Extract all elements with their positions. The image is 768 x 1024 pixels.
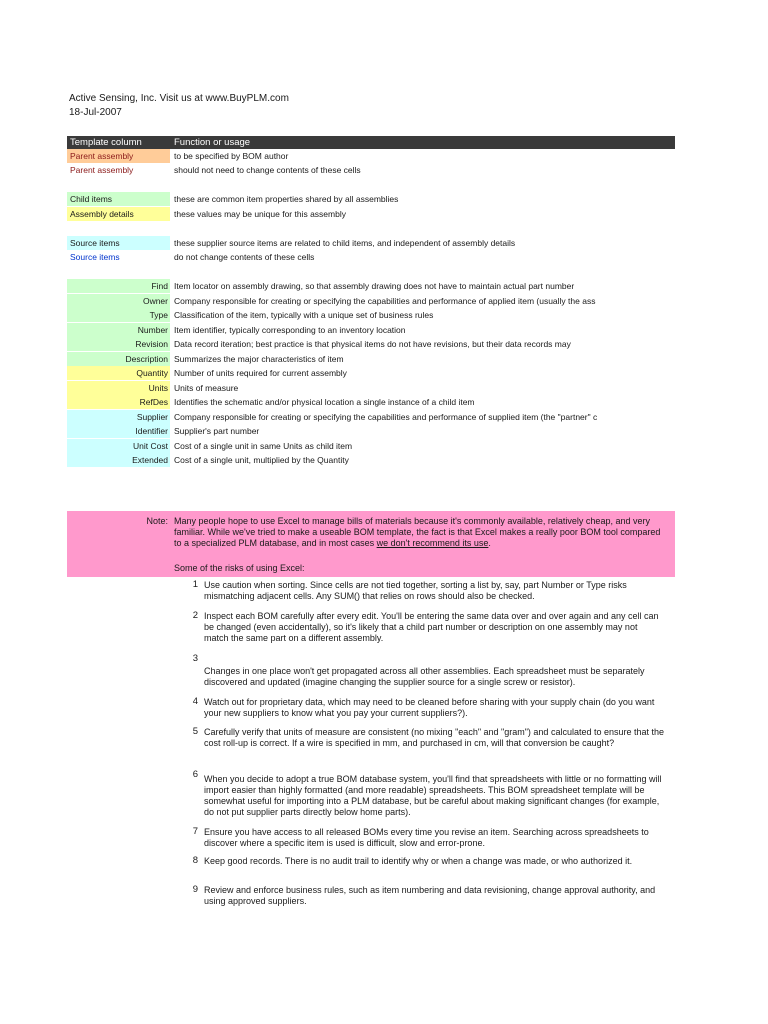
field-description: Data record iteration; best practice is that physical items do not have revisions, but their data records may <box>174 339 571 349</box>
note-text-underlined: we don't recommend its use <box>376 538 489 548</box>
field-label: Number <box>67 323 170 337</box>
risk-text: When you decide to adopt a true BOM database system, you'll find that spreadsheets with little or no formatting will import easier than highly formatted (and more readable) spreadsheets. This BOM spreadsheet template will be somewhat useful for importing into a PLM database, but be careful about making significant changes (for example, do not put supplier parts directly below home parts). <box>204 774 662 817</box>
field-description: Company responsible for creating or specifying the capabilities and performance of supplied item (the "partner" c <box>174 411 598 422</box>
risk-number: 9 <box>192 884 198 895</box>
field-label: Extended <box>67 453 170 467</box>
field-label: Owner <box>67 294 170 308</box>
table-header <box>67 136 675 149</box>
risk-number: 1 <box>192 579 198 590</box>
legend-label: Parent assembly <box>67 163 170 177</box>
note-text-main: Many people hope to use Excel to manage bills of materials because it's commonly available, relatively cheap, and very familiar. While we've tried to make a useable BOM template, the fact is that Excel makes a really poor BOM tool compared to a specialized PLM database, and in most cases <box>174 516 661 548</box>
field-description: Classification of the item, typically with a unique set of business rules <box>174 310 434 320</box>
risk-text: Watch out for proprietary data, which may need to be cleaned before sharing with your supply chain (do you want your new suppliers to know what you pay your current suppliers?). <box>204 697 655 718</box>
field-label: Description <box>67 352 170 366</box>
field-description: Supplier's part number <box>174 426 260 436</box>
field-description: Units of measure <box>174 382 239 393</box>
company-line: Active Sensing, Inc. Visit us at www.BuyPLM.com <box>69 93 289 104</box>
field-row <box>67 410 675 424</box>
field-row <box>67 439 675 453</box>
legend-label: Child items <box>67 192 170 206</box>
risk-number: 3 <box>192 653 198 664</box>
legend-description: to be specified by BOM author <box>174 151 289 161</box>
risk-text: Ensure you have access to all released BOMs every time you revise an item. Searching across spreadsheets to discover where a specific item is used is difficult, slow and error-prone. <box>204 827 649 848</box>
legend-label: Source items <box>67 236 170 250</box>
note-text-end: . <box>488 538 491 548</box>
date-line: 18-Jul-2007 <box>69 107 122 118</box>
legend-description: these supplier source items are related to child items, and independent of assembly details <box>174 238 516 248</box>
field-row <box>67 453 675 467</box>
field-description: Identifies the schematic and/or physical location a single instance of a child item <box>174 397 475 407</box>
risk-number: 2 <box>192 610 198 621</box>
field-label: RefDes <box>67 395 170 409</box>
field-label: Identifier <box>67 424 170 438</box>
note-label: Note: <box>146 516 168 526</box>
risk-text: Use caution when sorting. Since cells are not tied together, sorting a list by, say, part Number or Type risks mismatching adjacent cells. Any SUM() that relies on rows should also be checked. <box>204 580 627 601</box>
field-label: Unit Cost <box>67 439 170 453</box>
field-description: Summarizes the major characteristics of item <box>174 353 344 364</box>
legend-description: do not change contents of these cells <box>174 252 315 262</box>
table-header-function: Function or usage <box>174 137 251 148</box>
legend-description: these values may be unique for this assembly <box>174 209 346 219</box>
field-description: Item identifier, typically corresponding to an inventory location <box>174 324 406 335</box>
risk-number: 4 <box>192 696 198 707</box>
legend-row <box>67 149 675 163</box>
field-row <box>67 294 675 308</box>
field-label: Revision <box>67 337 170 351</box>
table-header-template-column: Template column <box>70 137 142 148</box>
field-description: Number of units required for current assembly <box>174 368 347 378</box>
risk-text: Keep good records. There is no audit trail to identify why or when a change was made, or who authorized it. <box>204 856 633 866</box>
legend-description: should not need to change contents of these cells <box>174 165 361 175</box>
legend-label: Assembly details <box>67 207 170 221</box>
note-box <box>67 511 675 577</box>
field-description: Company responsible for creating or specifying the capabilities and performance of applied item (usually the ass <box>174 295 596 306</box>
field-row <box>67 323 675 337</box>
risk-number: 6 <box>192 769 198 780</box>
legend-row <box>67 163 675 177</box>
risk-text: Review and enforce business rules, such as item numbering and data revisioning, change approval authority, and using approved suppliers. <box>204 885 656 906</box>
field-label: Supplier <box>67 410 170 424</box>
field-label: Quantity <box>67 366 170 380</box>
risk-number: 7 <box>192 826 198 837</box>
field-label: Units <box>67 381 170 395</box>
legend-label: Source items <box>67 250 170 264</box>
risk-number: 5 <box>192 726 198 737</box>
risk-text: Carefully verify that units of measure are consistent (no mixing "each" and "gram") and calculated to ensure that the cost roll-up is correct. If a wire is specified in mm, and purchased in cm, will that conversion be caught? <box>204 727 665 748</box>
risk-text: Changes in one place won't get propagated across all other assemblies. Each spreadsheet must be separately discovered and updated (imagine changing the supplier source for a single screw or resistor). <box>204 666 645 687</box>
legend-row <box>67 236 675 250</box>
field-label: Type <box>67 308 170 322</box>
legend-description: these are common item properties shared by all assemblies <box>174 194 399 204</box>
field-row <box>67 279 675 293</box>
field-row <box>67 337 675 351</box>
note-text <box>174 516 670 549</box>
risk-number: 8 <box>192 855 198 866</box>
field-row <box>67 366 675 380</box>
field-row <box>67 424 675 438</box>
legend-row <box>67 207 675 221</box>
field-description: Cost of a single unit, multiplied by the Quantity <box>174 455 349 465</box>
field-label: Find <box>67 279 170 293</box>
field-row <box>67 381 675 395</box>
field-row <box>67 308 675 322</box>
legend-label: Parent assembly <box>67 149 170 163</box>
risks-title: Some of the risks of using Excel: <box>174 563 305 573</box>
risk-text: Inspect each BOM carefully after every edit. You'll be entering the same data over and over again and any cell can be changed (even accidentally), so it's likely that a child part number or description on one assembly may not match the same part on a different assembly. <box>204 611 659 643</box>
legend-row <box>67 192 675 206</box>
field-row <box>67 352 675 366</box>
field-row <box>67 395 675 409</box>
field-description: Item locator on assembly drawing, so that assembly drawing does not have to maintain actual part number <box>174 281 575 291</box>
field-description: Cost of a single unit in same Units as child item <box>174 440 353 451</box>
legend-row <box>67 250 675 264</box>
